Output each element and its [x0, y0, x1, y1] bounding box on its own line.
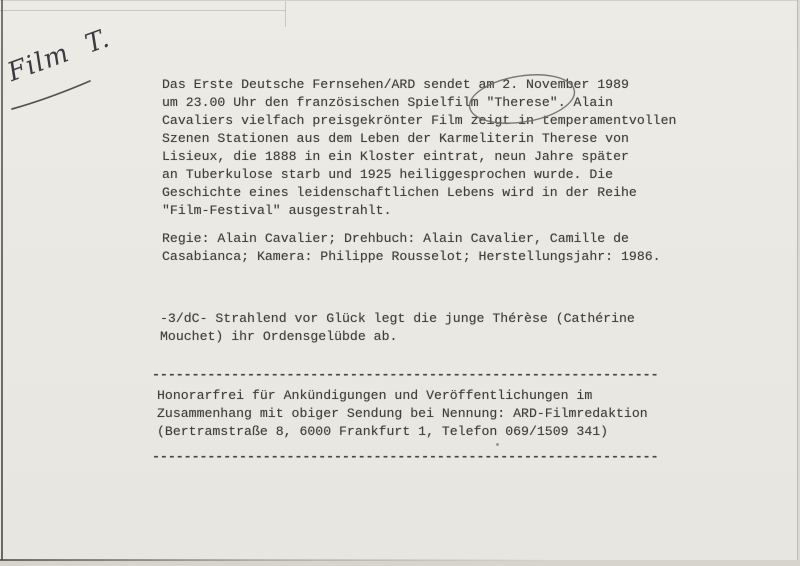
handwritten-note-text: Film T.: [3, 23, 114, 89]
note-card-right-edge: [285, 0, 286, 27]
paper-top-edge: [0, 0, 800, 1]
paper-left-edge: [1, 0, 3, 566]
typed-line: (Bertramstraße 8, 6000 Frankfurt 1, Telefon 069/1509 341): [157, 424, 609, 439]
typed-line: Regie: Alain Cavalier; Drehbuch: Alain Cavalier, Camille de: [162, 231, 629, 246]
typed-line: Mouchet) ihr Ordensgelübde ab.: [160, 329, 398, 344]
typed-line: Casabianca; Kamera: Philippe Rousselot; Herstellungsjahr: 1986.: [162, 249, 661, 264]
credits-paragraph: [162, 230, 661, 266]
note-card-top-edge: [0, 10, 286, 11]
typed-line: Honorarfrei für Ankündigungen und Veröffentlichungen im: [157, 388, 593, 403]
rights-notice-paragraph: [157, 387, 648, 441]
typed-line: Das Erste Deutsche Fernsehen/ARD sendet am 2. November 1989: [162, 77, 629, 92]
typed-line: Zusammenhang mit obiger Sendung bei Nennung: ARD-Filmredaktion: [157, 406, 648, 421]
typed-line: an Tuberkulose starb und 1925 heiliggesprochen wurde. Die: [162, 167, 614, 182]
synopsis-paragraph: [162, 76, 676, 220]
dashed-separator: ----------------------------------------------------------------: [152, 367, 659, 382]
typed-line: Szenen Stationen aus dem Leben der Karmeliterin Therese von: [162, 131, 629, 146]
typed-line: -3/dC- Strahlend vor Glück legt die junge Thérèse (Cathérine: [160, 311, 635, 326]
photo-caption-paragraph: [160, 310, 635, 346]
typed-line: "Film-Festival" ausgestrahlt.: [162, 203, 392, 218]
ink-speck: [496, 443, 499, 446]
typed-line: Lisieux, die 1888 in ein Kloster eintrat, neun Jahre später: [162, 149, 629, 164]
dashed-separator: ----------------------------------------------------------------: [152, 449, 659, 464]
typed-line: Geschichte eines leidenschaftlichen Lebens wird in der Reihe: [162, 185, 637, 200]
typed-line: Cavaliers vielfach preisgekrönter Film zeigt in temperamentvollen: [162, 113, 677, 128]
handwritten-note: [4, 23, 114, 88]
typed-line: um 23.00 Uhr den französischen Spielfilm "Therese". Alain: [162, 95, 614, 110]
handwriting-underline: [12, 81, 90, 109]
paper-bottom-edge: [0, 559, 800, 561]
